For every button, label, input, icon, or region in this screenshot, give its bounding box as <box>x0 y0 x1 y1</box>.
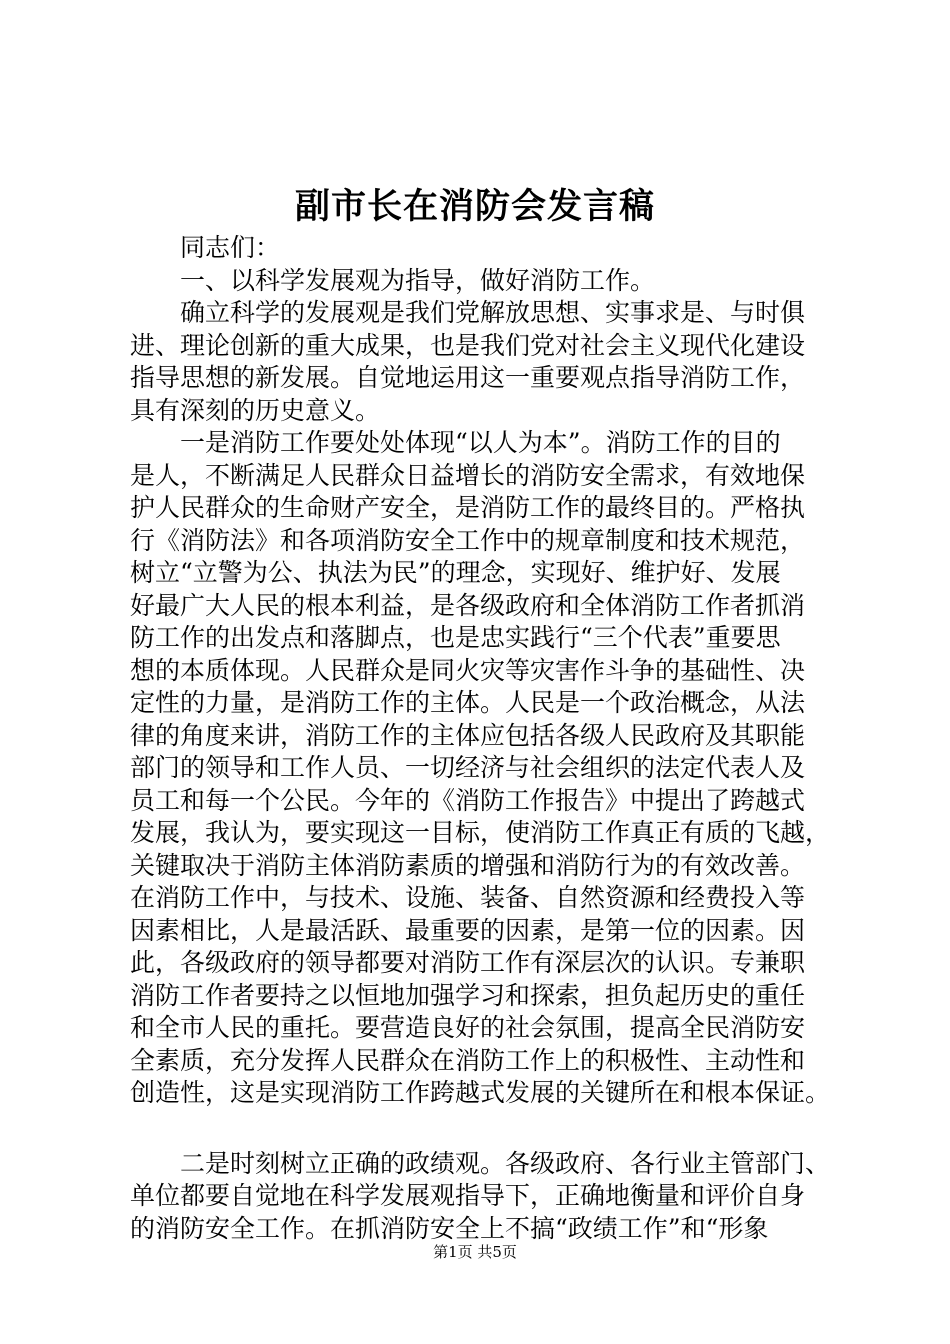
text-line: 护人民群众的生命财产安全，是消防工作的最终目的。严格执 <box>130 493 806 522</box>
body-paragraphs-part1 <box>130 232 852 1110</box>
text-line: 的消防安全工作。在抓消防安全上不搞“政绩工作”和“形象 <box>130 1213 769 1243</box>
text-line: 指导思想的新发展。自觉地运用这一重要观点指导消防工作， <box>130 363 806 392</box>
text-line: 是人，不断满足人民群众日益增长的消防安全需求，有效地保 <box>130 460 806 490</box>
text-line: 在消防工作中，与技术、设施、装备、自然资源和经费投入等 <box>130 883 806 912</box>
text-line: 发展，我认为，要实现这一目标，使消防工作真正有质的飞越， <box>130 818 831 847</box>
text-line: 因素相比，人是最活跃、最重要的因素，是第一位的因素。因 <box>130 915 806 945</box>
paragraph-spacer <box>130 1110 852 1148</box>
page-footer: 第1页 共5页 <box>433 1243 517 1261</box>
text-line: 行《消防法》和各项消防安全工作中的规章制度和技术规范， <box>130 525 806 555</box>
text-line: 部门的领导和工作人员、一切经济与社会组织的法定代表人及 <box>130 753 806 782</box>
text-line: 消防工作者要持之以恒地加强学习和探索，担负起历史的重任 <box>130 980 806 1010</box>
text-line: 好最广大人民的根本利益，是各级政府和全体消防工作者抓消 <box>130 590 806 620</box>
text-line: 创造性，这是实现消防工作跨越式发展的关键所在和根本保证。 <box>130 1078 831 1107</box>
text-line: 定性的力量，是消防工作的主体。人民是一个政治概念，从法 <box>130 688 806 717</box>
text-line: 和全市人民的重托。要营造良好的社会氛围，提高全民消防安 <box>130 1013 806 1042</box>
text-line: 进、理论创新的重大成果，也是我们党对社会主义现代化建设 <box>130 330 806 360</box>
text-line: 防工作的出发点和落脚点，也是忠实践行“三个代表”重要思 <box>130 623 781 652</box>
text-line: 确立科学的发展观是我们党解放思想、实事求是、与时俱 <box>130 298 806 327</box>
text-line: 一是消防工作要处处体现“以人为本”。消防工作的目的 <box>130 428 781 457</box>
text-line: 具有深刻的历史意义。 <box>130 395 381 425</box>
text-line: 此，各级政府的领导都要对消防工作有深层次的认识。专兼职 <box>130 948 806 977</box>
text-line: 一、以科学发展观为指导，做好消防工作。 <box>130 265 656 295</box>
document-title: 副市长在消防会发言稿 <box>294 186 655 227</box>
text-line: 关键取决于消防主体消防素质的增强和消防行为的有效改善。 <box>130 850 806 880</box>
text-line: 单位都要自觉地在科学发展观指导下，正确地衡量和评价自身 <box>130 1181 806 1210</box>
body-paragraphs-part2 <box>130 1148 852 1246</box>
text-line: 想的本质体现。人民群众是同火灾等灾害作斗争的基础性、决 <box>130 655 806 685</box>
text-line: 全素质，充分发挥人民群众在消防工作上的积极性、主动性和 <box>130 1045 806 1075</box>
text-line: 树立“立警为公、执法为民”的理念，实现好、维护好、发展 <box>130 558 781 587</box>
text-line: 二是时刻树立正确的政绩观。各级政府、各行业主管部门、 <box>130 1148 831 1178</box>
document-body <box>130 232 852 1245</box>
text-line: 同志们： <box>130 233 281 262</box>
text-line: 律的角度来讲，消防工作的主体应包括各级人民政府及其职能 <box>130 720 806 750</box>
text-line: 员工和每一个公民。今年的《消防工作报告》中提出了跨越式 <box>130 785 806 815</box>
